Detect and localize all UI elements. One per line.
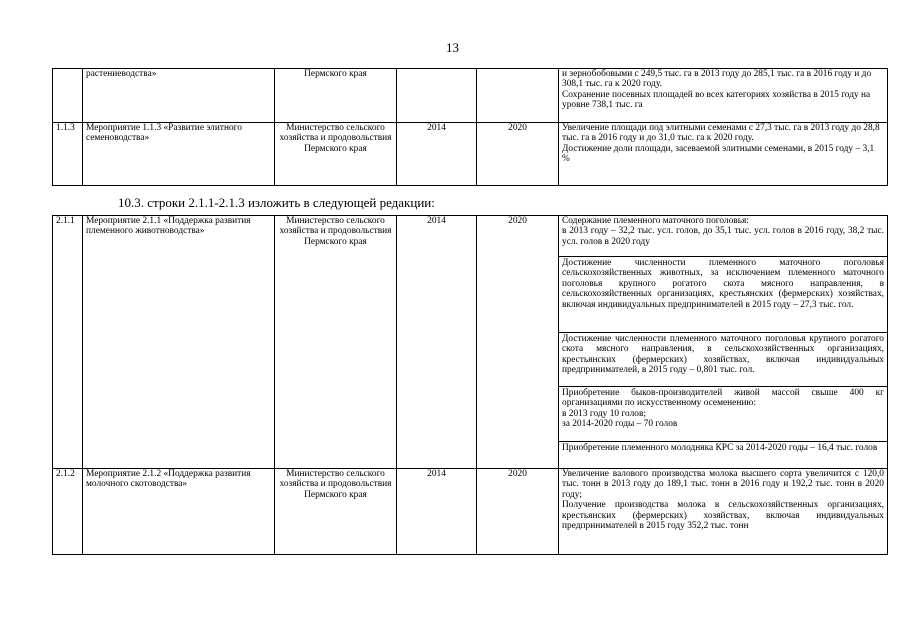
- result-item: Достижение численности племенного маточного поголовья крупного рогатого скота мясного направления, в сельскохозяйственных организациях, крестьянских (фермерских) хозяйствах, включая индивидуальных предпринимателей, в 2015 году – 0,801 тыс. гол.: [559, 332, 887, 386]
- table-bottom: [52, 215, 888, 555]
- measure-name: Мероприятие 1.1.3 «Развитие элитного семеноводства»: [83, 123, 275, 186]
- table-top: [52, 68, 888, 186]
- end-year: 2020: [477, 469, 559, 555]
- start-year: 2014: [397, 469, 477, 555]
- measure-name: растениеводства»: [83, 69, 275, 123]
- start-year: 2014: [397, 216, 477, 469]
- expected-result: Увеличение валового производства молока высшего сорта увеличится с 120,0 тыс. тонн в 2013 году до 189,1 тыс. тонн в 2016 году и 192,2 тыс. тонн в 2020 году; Получение производства молока в сельскохозяйственных организациях, крестьянских (фермерских) хозяйствах, включая индивидуальных предпринимателей в 2015 году 352,2 тыс. тонн: [559, 469, 888, 555]
- result-item: Содержание племенного маточного поголовья: в 2013 году – 32,2 тыс. усл. голов, до 35,1 тыс. усл. голов в 2016 году, 38,2 тыс. усл. голов в 2020 году: [562, 216, 884, 247]
- responsible-org: Министерство сельского хозяйства и продовольствия Пермского края: [275, 123, 397, 186]
- start-year: [397, 69, 477, 123]
- page-number: 13: [446, 40, 459, 55]
- expected-result: и зернобобовыми с 249,5 тыс. га в 2013 году до 285,1 тыс. га в 2016 году и до 308,1 тыс. га к 2020 году. Сохранение посевных площадей во всех категориях хозяйства в 2015 году на уровне 738,1 тыс. га: [559, 69, 888, 123]
- expected-result: [559, 216, 888, 469]
- end-year: [477, 69, 559, 123]
- expected-result: Увеличение площади под элитными семенами с 27,3 тыс. га в 2013 году до 28,8 тыс. га в 2016 году и до 31,0 тыс. га к 2020 году. Достижение доли площади, засеваемой элитными семенами, в 2015 году – 3,1 %: [559, 123, 888, 186]
- responsible-org: Министерство сельского хозяйства и продовольствия Пермского края: [275, 216, 397, 469]
- result-item: Приобретение быков-производителей живой массой свыше 400 кг организациями по искусственному осеменению: в 2013 году 10 голов; за 2014-2020 годы – 70 голов: [559, 386, 887, 441]
- measure-name: Мероприятие 2.1.2 «Поддержка развития молочного скотоводства»: [83, 469, 275, 555]
- row-number: [53, 69, 83, 123]
- start-year: 2014: [397, 123, 477, 186]
- section-heading: 10.3. строки 2.1.1-2.1.3 изложить в следующей редакции:: [118, 195, 435, 210]
- end-year: 2020: [477, 216, 559, 469]
- table-row: [53, 469, 888, 555]
- measure-name: Мероприятие 2.1.1 «Поддержка развития племенного животноводства»: [83, 216, 275, 469]
- table-row: [53, 123, 888, 186]
- result-item: Приобретение племенного молодняка КРС за 2014-2020 годы – 16,4 тыс. голов: [559, 441, 887, 453]
- table-row: [53, 216, 888, 469]
- end-year: 2020: [477, 123, 559, 186]
- responsible-org: Пермского края: [275, 69, 397, 123]
- responsible-org: Министерство сельского хозяйства и продовольствия Пермского края: [275, 469, 397, 555]
- result-item: Достижение численности племенного маточного поголовья сельскохозяйственных животных, за исключением племенного маточного поголовья крупного рогатого скота мясного направления, в сельскохозяйственных организациях, крестьянских (фермерских) хозяйствах, включая индивидуальных предпринимателей в 2015 году – 27,3 тыс. гол.: [559, 256, 887, 332]
- row-number: 1.1.3: [53, 123, 83, 186]
- row-number: 2.1.1: [53, 216, 83, 469]
- table-row: [53, 69, 888, 123]
- row-number: 2.1.2: [53, 469, 83, 555]
